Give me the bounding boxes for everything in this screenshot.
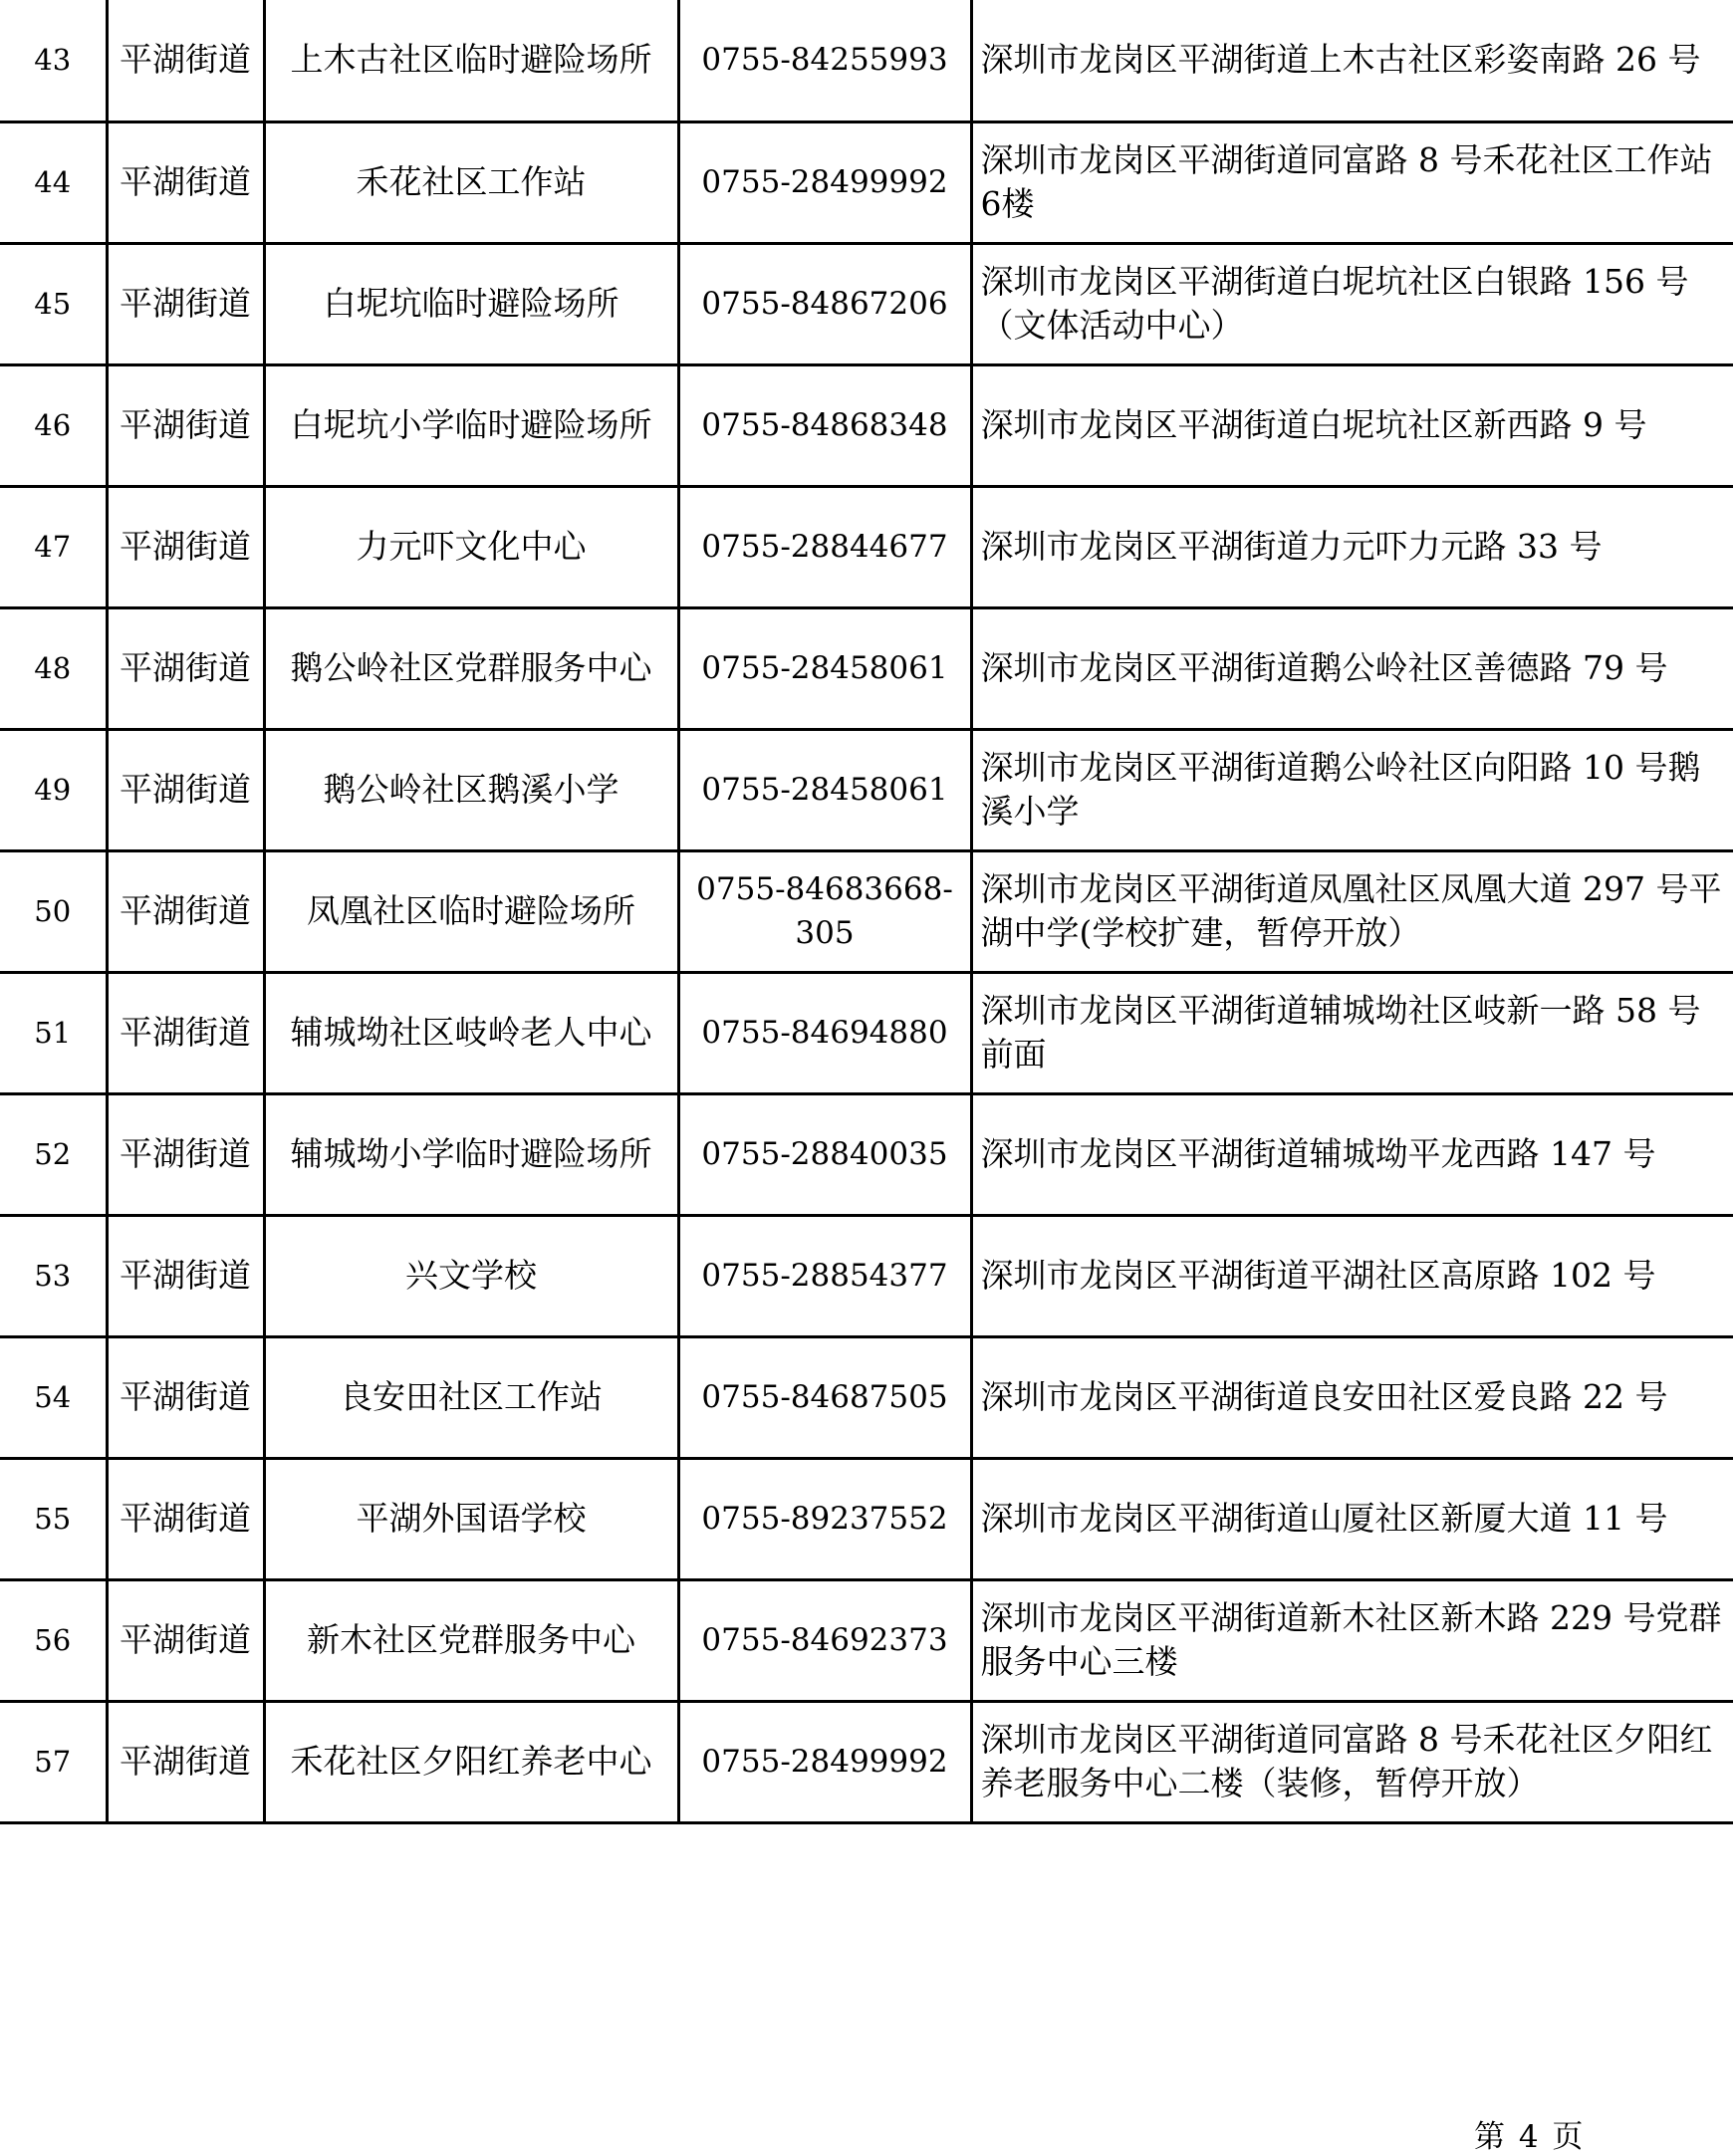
row-number-cell: 51 [0, 972, 107, 1093]
address-cell: 深圳市龙岗区平湖街道力元吓力元路 33 号 [971, 486, 1733, 607]
table-row [0, 729, 1733, 850]
shelter-name-cell: 鹅公岭社区鹅溪小学 [264, 729, 678, 850]
table-row [0, 972, 1733, 1093]
street-cell: 平湖街道 [107, 972, 264, 1093]
page-number: 第 4 页 [1474, 2119, 1586, 2155]
shelter-name-cell: 禾花社区夕阳红养老中心 [264, 1701, 678, 1822]
address-cell: 深圳市龙岗区平湖街道辅城坳平龙西路 147 号 [971, 1093, 1733, 1215]
phone-cell: 0755-84868348 [678, 364, 971, 486]
street-cell: 平湖街道 [107, 486, 264, 607]
address-cell: 深圳市龙岗区平湖街道同富路 8 号禾花社区夕阳红养老服务中心二楼（装修，暂停开放） [971, 1701, 1733, 1822]
row-number-cell: 43 [0, 0, 107, 121]
shelter-name-cell: 良安田社区工作站 [264, 1336, 678, 1458]
table-row [0, 1458, 1733, 1579]
table-row [0, 0, 1733, 121]
phone-cell: 0755-84687505 [678, 1336, 971, 1458]
table-row [0, 243, 1733, 364]
street-cell: 平湖街道 [107, 1458, 264, 1579]
shelter-name-cell: 力元吓文化中心 [264, 486, 678, 607]
street-cell: 平湖街道 [107, 729, 264, 850]
street-cell: 平湖街道 [107, 1579, 264, 1701]
street-cell: 平湖街道 [107, 1093, 264, 1215]
phone-cell: 0755-28458061 [678, 729, 971, 850]
row-number-cell: 44 [0, 121, 107, 243]
shelter-name-cell: 兴文学校 [264, 1215, 678, 1336]
row-number-cell: 50 [0, 850, 107, 972]
row-number-cell: 49 [0, 729, 107, 850]
address-cell: 深圳市龙岗区平湖街道山厦社区新厦大道 11 号 [971, 1458, 1733, 1579]
row-number-cell: 53 [0, 1215, 107, 1336]
row-number-cell: 56 [0, 1579, 107, 1701]
phone-cell: 0755-28854377 [678, 1215, 971, 1336]
table-row [0, 364, 1733, 486]
address-cell: 深圳市龙岗区平湖街道新木社区新木路 229 号党群服务中心三楼 [971, 1579, 1733, 1701]
address-cell: 深圳市龙岗区平湖街道鹅公岭社区向阳路 10 号鹅溪小学 [971, 729, 1733, 850]
phone-cell: 0755-84255993 [678, 0, 971, 121]
row-number-cell: 55 [0, 1458, 107, 1579]
street-cell: 平湖街道 [107, 1336, 264, 1458]
table-row [0, 850, 1733, 972]
address-cell: 深圳市龙岗区平湖街道白坭坑社区新西路 9 号 [971, 364, 1733, 486]
phone-cell: 0755-28844677 [678, 486, 971, 607]
shelter-name-cell: 白坭坑临时避险场所 [264, 243, 678, 364]
address-cell: 深圳市龙岗区平湖街道白坭坑社区白银路 156 号（文体活动中心） [971, 243, 1733, 364]
phone-cell: 0755-28499992 [678, 1701, 971, 1822]
address-cell: 深圳市龙岗区平湖街道同富路 8 号禾花社区工作站6楼 [971, 121, 1733, 243]
address-cell: 深圳市龙岗区平湖街道良安田社区爱良路 22 号 [971, 1336, 1733, 1458]
street-cell: 平湖街道 [107, 607, 264, 729]
phone-cell: 0755-84683668-305 [678, 850, 971, 972]
table-row [0, 486, 1733, 607]
street-cell: 平湖街道 [107, 121, 264, 243]
row-number-cell: 57 [0, 1701, 107, 1822]
table-row [0, 1336, 1733, 1458]
row-number-cell: 54 [0, 1336, 107, 1458]
row-number-cell: 45 [0, 243, 107, 364]
shelter-name-cell: 鹅公岭社区党群服务中心 [264, 607, 678, 729]
shelter-name-cell: 辅城坳小学临时避险场所 [264, 1093, 678, 1215]
phone-cell: 0755-28499992 [678, 121, 971, 243]
phone-cell: 0755-84867206 [678, 243, 971, 364]
row-number-cell: 46 [0, 364, 107, 486]
shelter-name-cell: 新木社区党群服务中心 [264, 1579, 678, 1701]
phone-cell: 0755-28840035 [678, 1093, 971, 1215]
address-cell: 深圳市龙岗区平湖街道平湖社区高原路 102 号 [971, 1215, 1733, 1336]
phone-cell: 0755-89237552 [678, 1458, 971, 1579]
address-cell: 深圳市龙岗区平湖街道凤凰社区凤凰大道 297 号平湖中学(学校扩建，暂停开放） [971, 850, 1733, 972]
address-cell: 深圳市龙岗区平湖街道辅城坳社区岐新一路 58 号前面 [971, 972, 1733, 1093]
row-number-cell: 48 [0, 607, 107, 729]
address-cell: 深圳市龙岗区平湖街道上木古社区彩姿南路 26 号 [971, 0, 1733, 121]
phone-cell: 0755-84694880 [678, 972, 971, 1093]
phone-cell: 0755-28458061 [678, 607, 971, 729]
phone-cell: 0755-84692373 [678, 1579, 971, 1701]
row-number-cell: 47 [0, 486, 107, 607]
table-row [0, 121, 1733, 243]
street-cell: 平湖街道 [107, 1215, 264, 1336]
street-cell: 平湖街道 [107, 0, 264, 121]
table-row [0, 607, 1733, 729]
table-row [0, 1579, 1733, 1701]
table-row [0, 1093, 1733, 1215]
shelter-name-cell: 白坭坑小学临时避险场所 [264, 364, 678, 486]
shelter-name-cell: 辅城坳社区岐岭老人中心 [264, 972, 678, 1093]
table-row [0, 1701, 1733, 1822]
street-cell: 平湖街道 [107, 1701, 264, 1822]
shelter-name-cell: 上木古社区临时避险场所 [264, 0, 678, 121]
shelter-name-cell: 禾花社区工作站 [264, 121, 678, 243]
address-cell: 深圳市龙岗区平湖街道鹅公岭社区善德路 79 号 [971, 607, 1733, 729]
row-number-cell: 52 [0, 1093, 107, 1215]
shelter-name-cell: 凤凰社区临时避险场所 [264, 850, 678, 972]
street-cell: 平湖街道 [107, 364, 264, 486]
street-cell: 平湖街道 [107, 243, 264, 364]
street-cell: 平湖街道 [107, 850, 264, 972]
shelter-name-cell: 平湖外国语学校 [264, 1458, 678, 1579]
table-row [0, 1215, 1733, 1336]
